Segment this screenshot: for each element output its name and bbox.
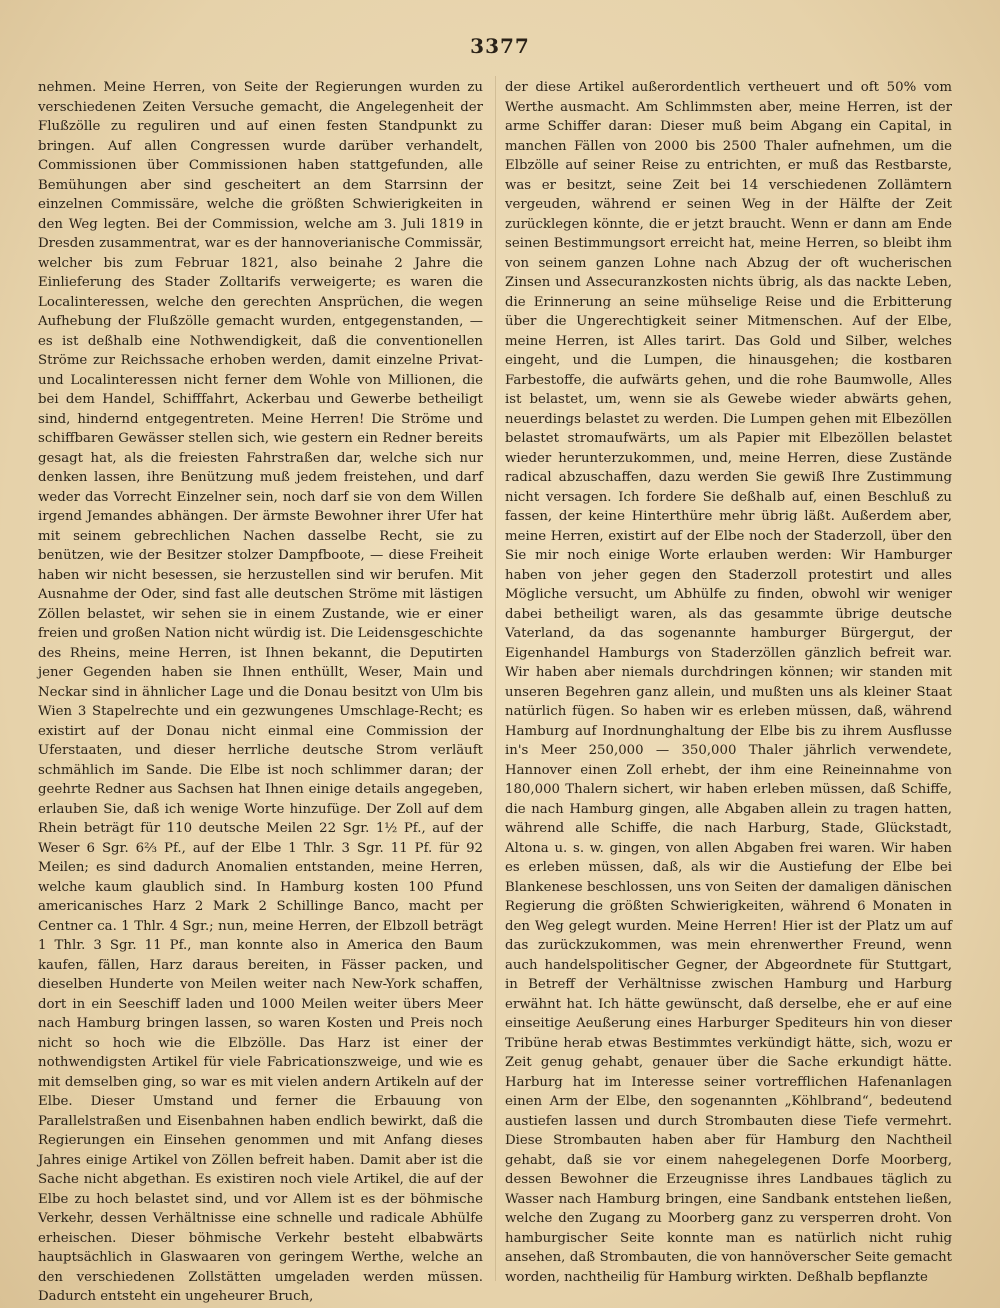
left-column-text: nehmen. Meine Herren, von Seite der Regierungen wurden zu verschiedenen Zeiten Versuche gemacht, die Angelegenheit der Flußzölle zu reguliren und auf einen festen Standpunkt zu bringen. Auf allen Congressen wurde darüber verhandelt, Commissionen über Commissionen haben stattgefunden, alle Bemühungen aber sind gescheitert an dem Starrsinn der einzelnen Commissäre, welche die größten Schwierigkeiten in den Weg legten. Bei der Commission, welche am 3. Juli 1819 in Dresden zusammentrat, war es der hannoverianische Commissär, welcher bis zum Februar 1821, also beinahe 2 Jahre die Einlieferung des Stader Zolltarifs verweigerte; es waren die Localinteressen, welche den gerechten Ansprüchen, die wegen Aufhebung der Flußzölle gemacht wurden, entgegenstanden, — es ist deßhalb eine Nothwendigkeit, daß die conventionellen Ströme zur Reichssache erhoben werden, damit einzelne Privat- und Localinteressen nicht ferner dem Wohle von Millionen, die bei dem Handel, Schifffahrt, Ackerbau und Gewerbe betheiligt sind, hindernd entgegentreten. Meine Herren! Die Ströme und schiffbaren Gewässer stellen sich, wie gestern ein Redner bereits gesagt hat, als die freiesten Fahrstraßen dar, welche sich nur denken lassen, ihre Benützung muß jedem freistehen, und darf weder das Vorrecht Einzelner sein, noch darf sie von dem Willen irgend Jemandes abhängen. Der ärmste Bewohner ihrer Ufer hat mit seinem gebrechlichen Nachen dasselbe Recht, sie zu benützen, wie der Besitzer stolzer Dampfboote, — diese Freiheit haben wir nicht besessen, sie herzustellen sind wir berufen. Mit Ausnahme der Oder, sind fast alle deutschen Ströme mit lästigen Zöllen belastet, wir sehen sie in einem Zustande, wie er einer freien und großen Nation nicht würdig ist. Die Leidensgeschichte des Rheins, meine Herren, ist Ihnen bekannt, die Deputirten jener Gegenden haben sie Ihnen enthüllt, Weser, Main und Neckar sind in ähnlicher Lage und die Donau besitzt von Ulm bis Wien 3 Stapelrechte und ein gezwungenes Umschlage-Recht; es existirt auf der Donau nicht einmal eine Commission der Uferstaaten, und dieser herrliche deutsche Strom verläuft schmählich im Sande. Die Elbe ist noch schlimmer daran; der geehrte Redner aus Sachsen hat Ihnen einige details angegeben, erlauben Sie, daß ich wenige Worte hinzufüge. Der Zoll auf dem Rhein beträgt für 110 deutsche Meilen 22 Sgr. 1½ Pf., auf der Weser 6 Sgr. 6⅔ Pf., auf der Elbe 1 Thlr. 3 Sgr. 11 Pf. für 92 Meilen; es sind dadurch Anomalien entstanden, meine Herren, welche kaum glaublich sind. In Hamburg kosten 100 Pfund americanisches Harz 2 Mark 2 Schillinge Banco, macht per Centner ca. 1 Thlr. 4 Sgr.; nun, meine Herren, der Elbzoll beträgt 1 Thlr. 3 Sgr. 11 Pf., man konnte also in America den Baum kaufen, fällen, Harz daraus bereiten, in Fässer packen, und dieselben Hunderte von Meilen weiter nach New-York schaffen, dort in ein Seeschiff laden und 1000 Meilen weiter übers Meer nach Hamburg bringen lassen, so waren Kosten und Preis noch nicht so hoch wie die Elbzölle. Das Harz ist einer der nothwendigsten Artikel für viele Fabricationszweige, und wie es mit demselben ging, so war es mit vielen andern Artikeln auf der Elbe. Dieser Umstand und ferner die Erbauung von Parallelstraßen und Eisenbahnen haben endlich bewirkt, daß die Regierungen ein Einsehen genommen und mit Anfang dieses Jahres einige Artikel von Zöllen befreit haben. Damit aber ist die Sache nicht abgethan. Es existiren noch viele Artikel, die auf der Elbe zu hoch belastet sind, und vor Allem ist es der böhmische Verkehr, dessen Verhältnisse eine schnelle und radicale Abhülfe erheischen. Dieser böhmische Verkehr besteht elbabwärts hauptsächlich in Glaswaaren von geringem Werthe, welche an den verschiedenen Zollstätten umgeladen werden müssen. Dadurch entsteht ein ungeheurer Bruch, xyxy=(38,80,483,1304)
right-column-text: der diese Artikel außerordentlich vertheuert und oft 50% vom Werthe ausmacht. Am Schlimmsten aber, meine Herren, ist der arme Schiffer daran: Dieser muß beim Abgang ein Capital, in manchen Fällen von 2000 bis 2500 Thaler aufnehmen, um die Elbzölle auf seiner Reise zu entrichten, er muß das Restbarste, was er besitzt, seine Zeit bei 14 verschiedenen Zollämtern vergeuden, während er seinen Weg in der Hälfte der Zeit zurücklegen könnte, die er jetzt braucht. Wenn er dann am Ende seinen Bestimmungsort erreicht hat, meine Herren, so bleibt ihm von seinem ganzen Lohne nach Abzug der oft wucherischen Zinsen und Assecuranzkosten nichts übrig, als das nackte Leben, die Erinnerung an seine mühselige Reise und die Erbitterung über die Ungerechtigkeit seiner Mitmenschen. Auf der Elbe, meine Herren, ist Alles tarirt. Das Gold und Silber, welches eingeht, und die Lumpen, die hinausgehen; die kostbaren Farbestoffe, die aufwärts gehen, und die rohe Baumwolle, Alles ist belastet, um, wenn sie als Gewebe wieder abwärts gehen, neuerdings belastet zu werden. Die Lumpen gehen mit Elbezöllen belastet stromaufwärts, um als Papier mit Elbezöllen belastet wieder herunterzukommen, und, meine Herren, diese Zustände radical abzuschaffen, dazu werden Sie gewiß Ihre Zustimmung nicht versagen. Ich fordere Sie deßhalb auf, einen Beschluß zu fassen, der keine Hinterthüre mehr übrig läßt. Außerdem aber, meine Herren, existirt auf der Elbe noch der Staderzoll, über den Sie mir noch einige Worte erlauben werden: Wir Hamburger haben von jeher gegen den Staderzoll protestirt und alles Mögliche versucht, um Abhülfe zu finden, obwohl wir weniger dabei betheiligt waren, als das gesammte übrige deutsche Vaterland, da das sogenannte hamburger Bürgergut, der Eigenhandel Hamburgs von Staderzöllen gänzlich befreit war. Wir haben aber niemals durchdringen können; wir standen mit unseren Begehren ganz allein, und mußten uns als kleiner Staat natürlich fügen. So haben wir es erleben müssen, daß, während Hamburg auf Inordnunghaltung der Elbe bis zu ihrem Ausflusse in's Meer 250,000 — 350,000 Thaler jährlich verwendete, Hannover einen Zoll erhebt, der ihm eine Reineinnahme von 180,000 Thalern sichert, wir haben erleben müssen, daß Schiffe, die nach Hamburg gingen, alle Abgaben allein zu tragen hatten, während alle Schiffe, die nach Harburg, Stade, Glückstadt, Altona u. s. w. gingen, von allen Abgaben frei waren. Wir haben es erleben müssen, daß, als wir die Austiefung der Elbe bei Blankenese beschlossen, uns von Seiten der damaligen dänischen Regierung die größten Schwierigkeiten, während 6 Monaten in den Weg gelegt wurden. Meine Herren! Hier ist der Platz um auf das zurückzukommen, was mein ehrenwerther Freund, wenn auch handelspolitischer Gegner, der Abgeordnete für Stuttgart, in Betreff der Verhältnisse zwischen Hamburg und Harburg erwähnt hat. Ich hätte gewünscht, daß derselbe, ehe er auf eine einseitige Aeußerung eines Harburger Spediteurs hin von dieser Tribüne herab etwas Bestimmtes verkündigt hätte, sich, wozu er Zeit genug gehabt, genauer über die Sache erkundigt hätte. Harburg hat im Interesse seiner vortrefflichen Hafenanlagen einen Arm der Elbe, den sogenannten „Köhlbrand“, bedeutend austiefen lassen und durch Strombauten diese Tiefe vermehrt. Diese Strombauten haben aber für Hamburg den Nachtheil gehabt, daß sie vor einem nahegelegenen Dorfe Moorberg, dessen Bewohner die Erzeugnisse ihres Landbaues täglich zu Wasser nach Hamburg bringen, eine Sandbank entstehen ließen, welche den Zugang zu Moorberg ganz zu versperren droht. Von hamburgischer Seite konnte man es natürlich nicht ruhig ansehen, daß Strombauten, die von hannöverscher Seite gemacht worden, nachtheilig für Hamburg wirkten. Deßhalb bepflanzte xyxy=(505,80,952,1285)
page-number: 3377 xyxy=(470,34,530,58)
left-column xyxy=(38,78,483,1307)
column-divider xyxy=(495,76,496,1281)
right-column xyxy=(505,78,952,1287)
